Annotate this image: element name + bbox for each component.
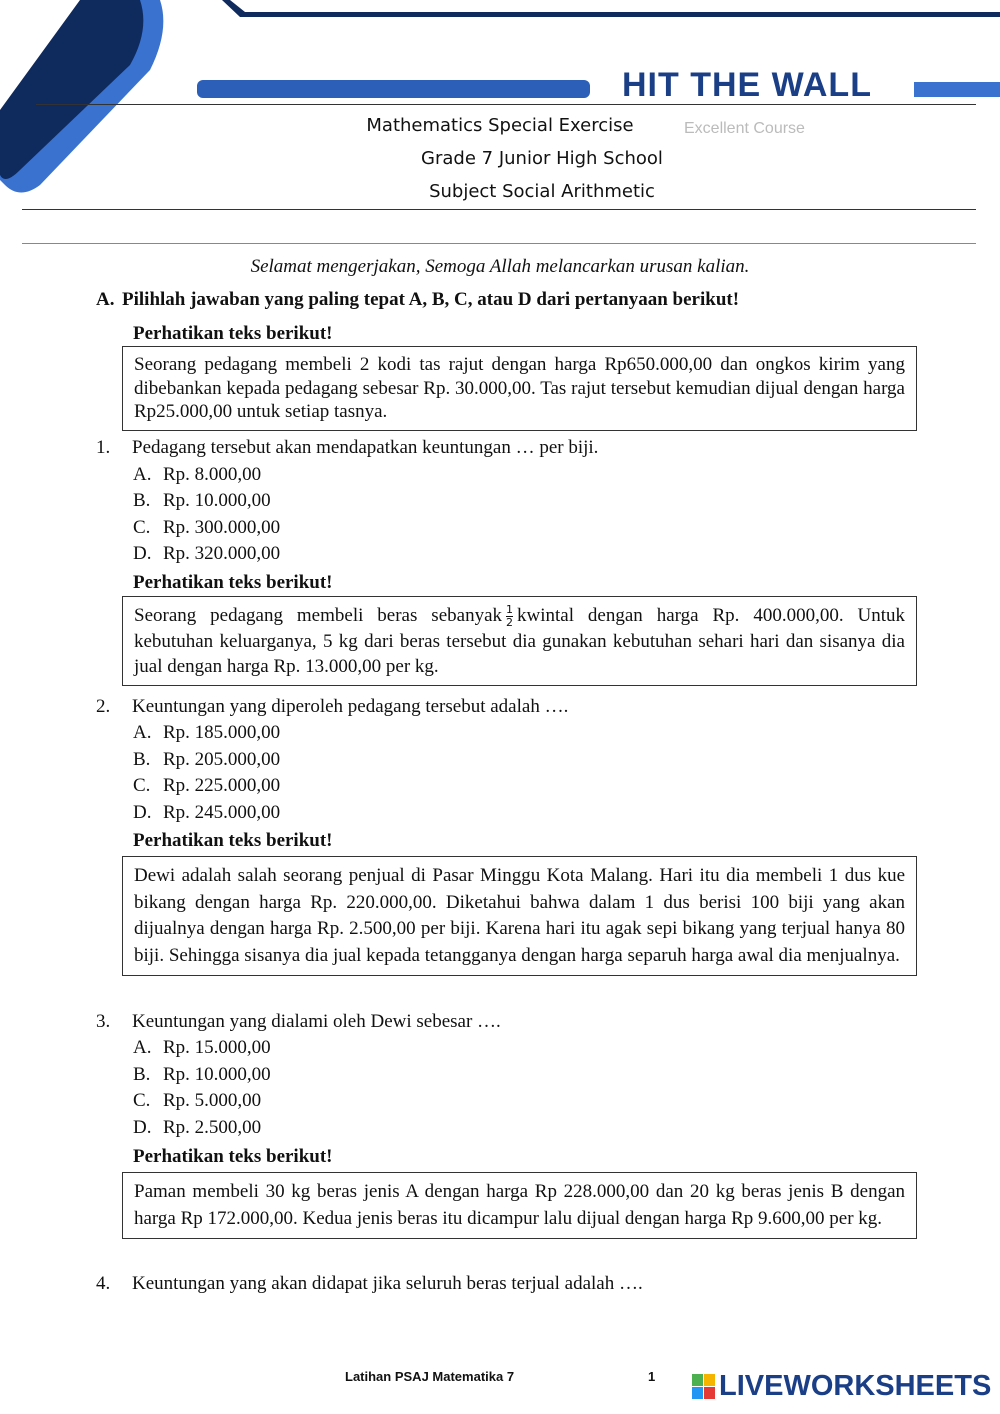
fraction-half: $\frac{1}{2}$: [506, 603, 514, 630]
notice-label: Perhatikan teks berikut!: [133, 830, 333, 851]
notice-label: Perhatikan teks berikut!: [133, 1146, 333, 1167]
question-text: Pedagang tersebut akan mendapatkan keuntungan … per biji.: [132, 437, 599, 458]
liveworksheets-logo-icon: [692, 1374, 716, 1400]
question-2: 2. Keuntungan yang diperoleh pedagang tersebut adalah ….: [96, 696, 569, 717]
doc-grade: Grade 7 Junior High School: [421, 148, 663, 169]
question-text: Keuntungan yang dialami oleh Dewi sebesar ….: [132, 1011, 501, 1032]
passage-2: Seorang pedagang membeli beras sebanyak $\frac{1}{2}$ kwintal dengan harga Rp. 400.000,00. Untuk kebutuhan keluarganya, 5 kg dari beras tersebut dia gunakan kebutuhan sehari hari dan sisanya dia jual dengan harga Rp. 13.000,00 per kg.: [122, 596, 917, 686]
question-1: [96, 437, 598, 459]
doc-title: Mathematics Special Exercise: [366, 115, 634, 136]
option-2d[interactable]: D. Rp. 245.000,00: [133, 802, 281, 823]
question-4: 4. Keuntungan yang akan didapat jika seluruh beras terjual adalah ….: [96, 1273, 643, 1294]
question-text: Keuntungan yang akan didapat jika seluruh beras terjual adalah ….: [132, 1273, 643, 1294]
notice-label: Perhatikan teks berikut!: [133, 323, 333, 344]
option-1b[interactable]: B. Rp. 10.000,00: [133, 490, 271, 511]
section-heading: [96, 289, 739, 311]
divider: [22, 243, 976, 244]
question-number: 1.: [96, 437, 111, 458]
option-1d[interactable]: D. Rp. 320.000,00: [133, 543, 281, 564]
option-2b[interactable]: B. Rp. 205.000,00: [133, 749, 281, 770]
question-3: 3. Keuntungan yang dialami oleh Dewi sebesar ….: [96, 1011, 501, 1032]
option-3d[interactable]: D. Rp. 2.500,00: [133, 1117, 262, 1138]
passage-1: Seorang pedagang membeli 2 kodi tas rajut dengan harga Rp650.000,00 dan ongkos kirim yang dibebankan kepada pedagang sebesar Rp. 30.000,00. Tas rajut tersebut kemudian dijual dengan harga Rp25.000,00 untuk setiap tasnya.: [122, 346, 917, 431]
section-label: A.: [96, 289, 115, 310]
brand-logo: HIT THE WALL: [622, 66, 872, 104]
section-instruction: Pilihlah jawaban yang paling tepat A, B, C, atau D dari pertanyaan berikut!: [122, 289, 740, 310]
option-3c[interactable]: C. Rp. 5.000,00: [133, 1090, 262, 1111]
divider: [22, 209, 976, 210]
question-text: Keuntungan yang diperoleh pedagang tersebut adalah ….: [132, 696, 569, 717]
divider: [36, 104, 976, 105]
option-3b[interactable]: B. Rp. 10.000,00: [133, 1064, 271, 1085]
doc-subject: Subject Social Arithmetic: [429, 181, 655, 202]
page-number: 1: [648, 1369, 656, 1384]
passage-4: Paman membeli 30 kg beras jenis A dengan harga Rp 228.000,00 dan 20 kg beras jenis B dengan harga Rp 172.000,00. Kedua jenis beras itu dicampur lalu dijual dengan harga Rp 9.600,00 per kg.: [122, 1172, 917, 1239]
option-2a[interactable]: A. Rp. 185.000,00: [133, 722, 281, 743]
notice-label: Perhatikan teks berikut!: [133, 572, 333, 593]
option-1a[interactable]: A. Rp. 8.000,00: [133, 464, 262, 485]
intro-text: Selamat mengerjakan, Semoga Allah melancarkan urusan kalian.: [250, 256, 750, 277]
footer-doc-name: Latihan PSAJ Matematika 7: [345, 1369, 515, 1384]
brand-tagline: Excellent Course: [684, 120, 805, 137]
liveworksheets-logo: LIVEWORKSHEETS: [719, 1370, 992, 1402]
passage-3: Dewi adalah salah seorang penjual di Pasar Minggu Kota Malang. Hari itu dia membeli 1 dus kue bikang dengan harga Rp. 220.000,00. Diketahui bahwa dalam 1 dus berisi 100 biji yang akan dijualnya dengan harga Rp. 2.500,00 per biji. Karena hari itu agak sepi bikang yang terjual hanya 80 biji. Sehingga sisanya dia jual kepada tetangganya dengan harga separuh harga awal dia menjualnya.: [122, 856, 917, 976]
option-3a[interactable]: A. Rp. 15.000,00: [133, 1037, 271, 1058]
option-1c[interactable]: C. Rp. 300.000,00: [133, 517, 281, 538]
option-2c[interactable]: C. Rp. 225.000,00: [133, 775, 281, 796]
